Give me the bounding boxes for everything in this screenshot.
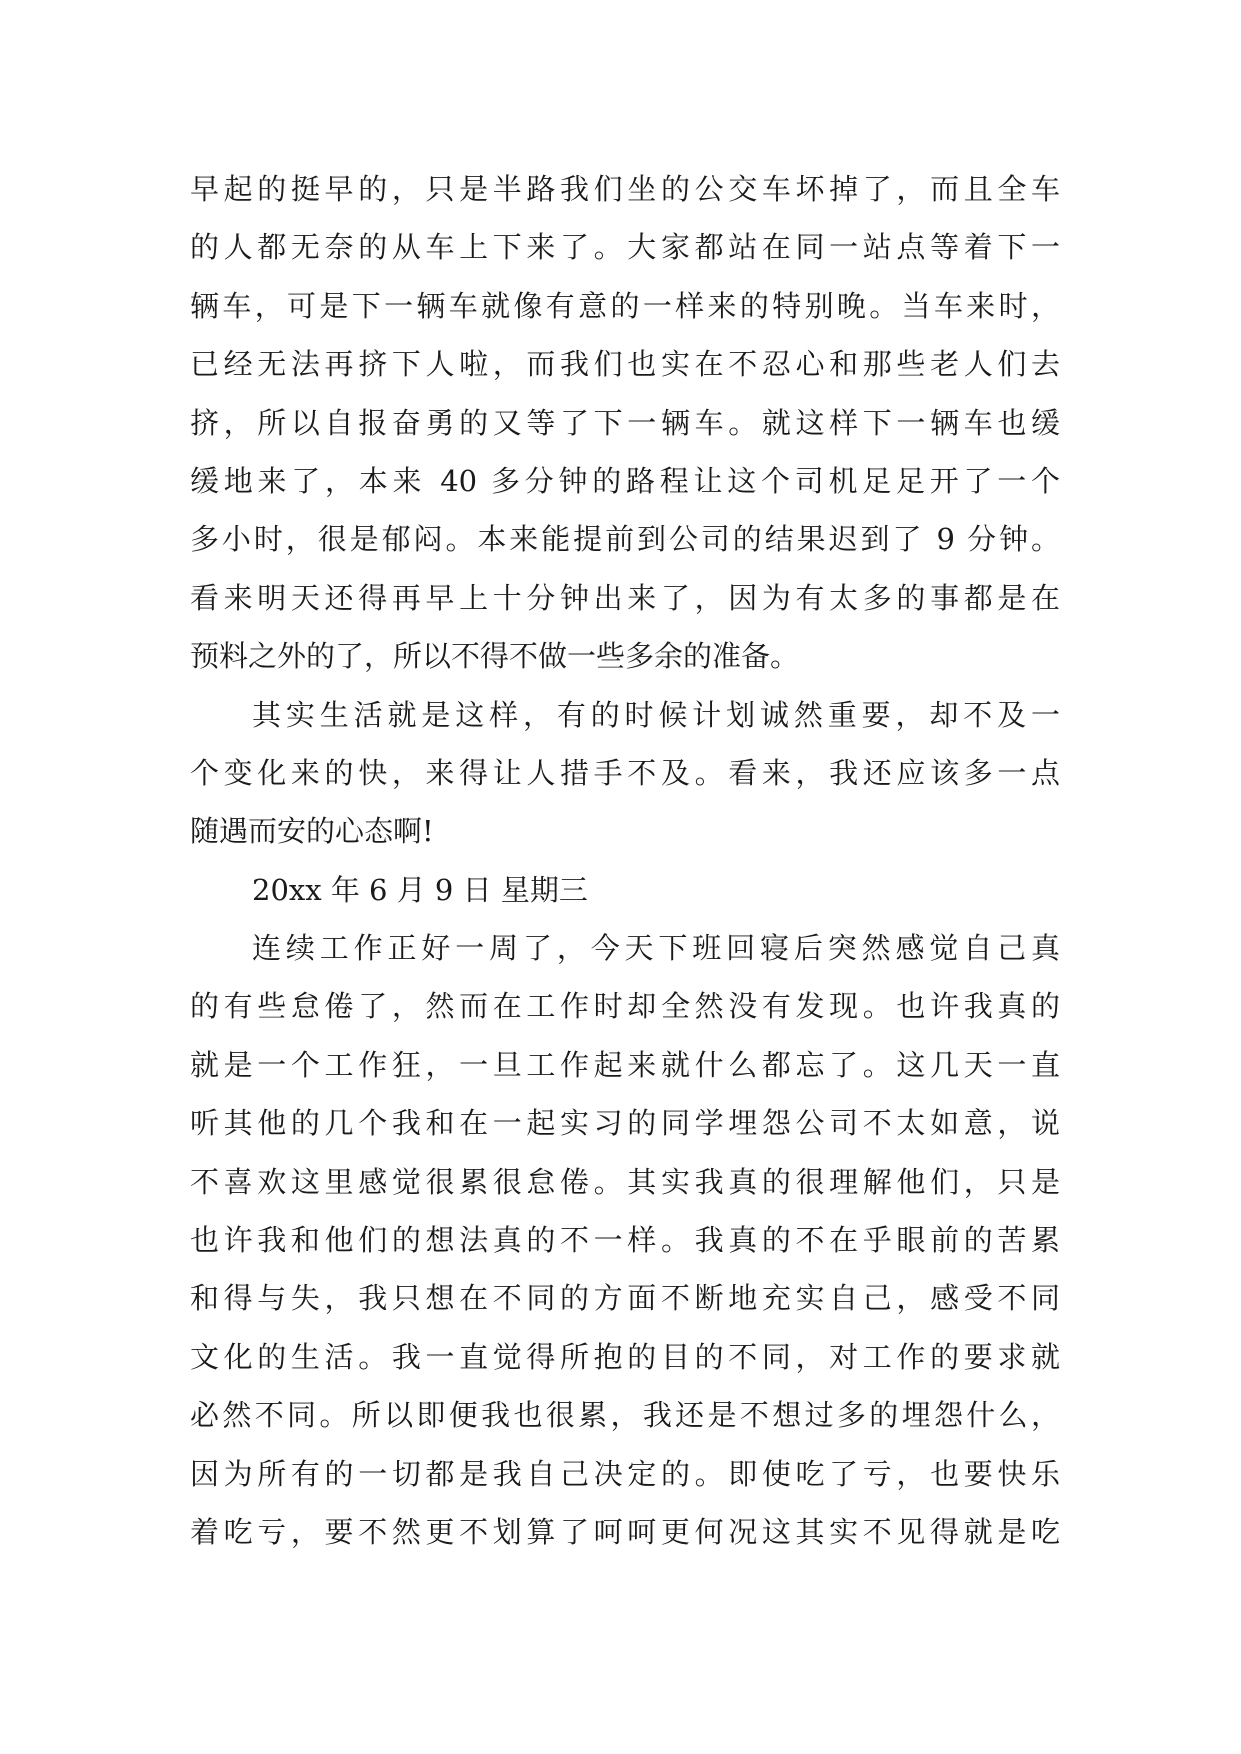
text-line: 多小时，很是郁闷。本来能提前到公司的结果迟到了 9 分钟。: [190, 522, 1060, 557]
text-line: 因为所有的一切都是我自己决定的。即使吃了亏，也要快乐: [190, 1456, 1060, 1491]
text-line: 连续工作正好一周了，今天下班回寝后突然感觉自己真: [252, 931, 1060, 966]
text-line: 文化的生活。我一直觉得所抱的目的不同，对工作的要求就: [190, 1339, 1060, 1374]
text-line: 也许我和他们的想法真的不一样。我真的不在乎眼前的苦累: [190, 1223, 1060, 1258]
text-line: 辆车，可是下一辆车就像有意的一样来的特别晚。当车来时，: [190, 288, 1060, 323]
text-line: 不喜欢这里感觉很累很怠倦。其实我真的很理解他们，只是: [190, 1164, 1060, 1199]
text-line: 和得与失，我只想在不同的方面不断地充实自己，感受不同: [190, 1281, 1060, 1316]
text-line: 的人都无奈的从车上下来了。大家都站在同一站点等着下一: [190, 230, 1060, 265]
text-line: 其实生活就是这样，有的时候计划诚然重要，却不及一: [252, 697, 1060, 732]
text-line: 挤，所以自报奋勇的又等了下一辆车。就这样下一辆车也缓: [190, 405, 1060, 440]
text-line: 着吃亏，要不然更不划算了呵呵更何况这其实不见得就是吃: [190, 1514, 1060, 1549]
text-line: 预料之外的了，所以不得不做一些多余的准备。: [190, 639, 800, 674]
text-line: 缓地来了，本来 40 多分钟的路程让这个司机足足开了一个: [190, 463, 1060, 498]
text-line: 已经无法再挤下人啦，而我们也实在不忍心和那些老人们去: [190, 347, 1060, 382]
text-line: 必然不同。所以即便我也很累，我还是不想过多的埋怨什么，: [190, 1398, 1060, 1433]
text-line: 个变化来的快，来得让人措手不及。看来，我还应该多一点: [190, 755, 1060, 790]
text-line: 随遇而安的心态啊!: [190, 814, 434, 849]
body-text: [190, 160, 1060, 1561]
text-line: 的有些怠倦了，然而在工作时却全然没有发现。也许我真的: [190, 989, 1060, 1024]
text-line: 就是一个工作狂，一旦工作起来就什么都忘了。这几天一直: [190, 1047, 1060, 1082]
text-line: 早起的挺早的，只是半路我们坐的公交车坏掉了，而且全车: [190, 172, 1060, 206]
text-line: 20xx 年 6 月 9 日 星期三: [252, 872, 588, 907]
text-line: 听其他的几个我和在一起实习的同学埋怨公司不太如意，说: [190, 1106, 1060, 1141]
text-line: 看来明天还得再早上十分钟出来了，因为有太多的事都是在: [190, 580, 1060, 615]
